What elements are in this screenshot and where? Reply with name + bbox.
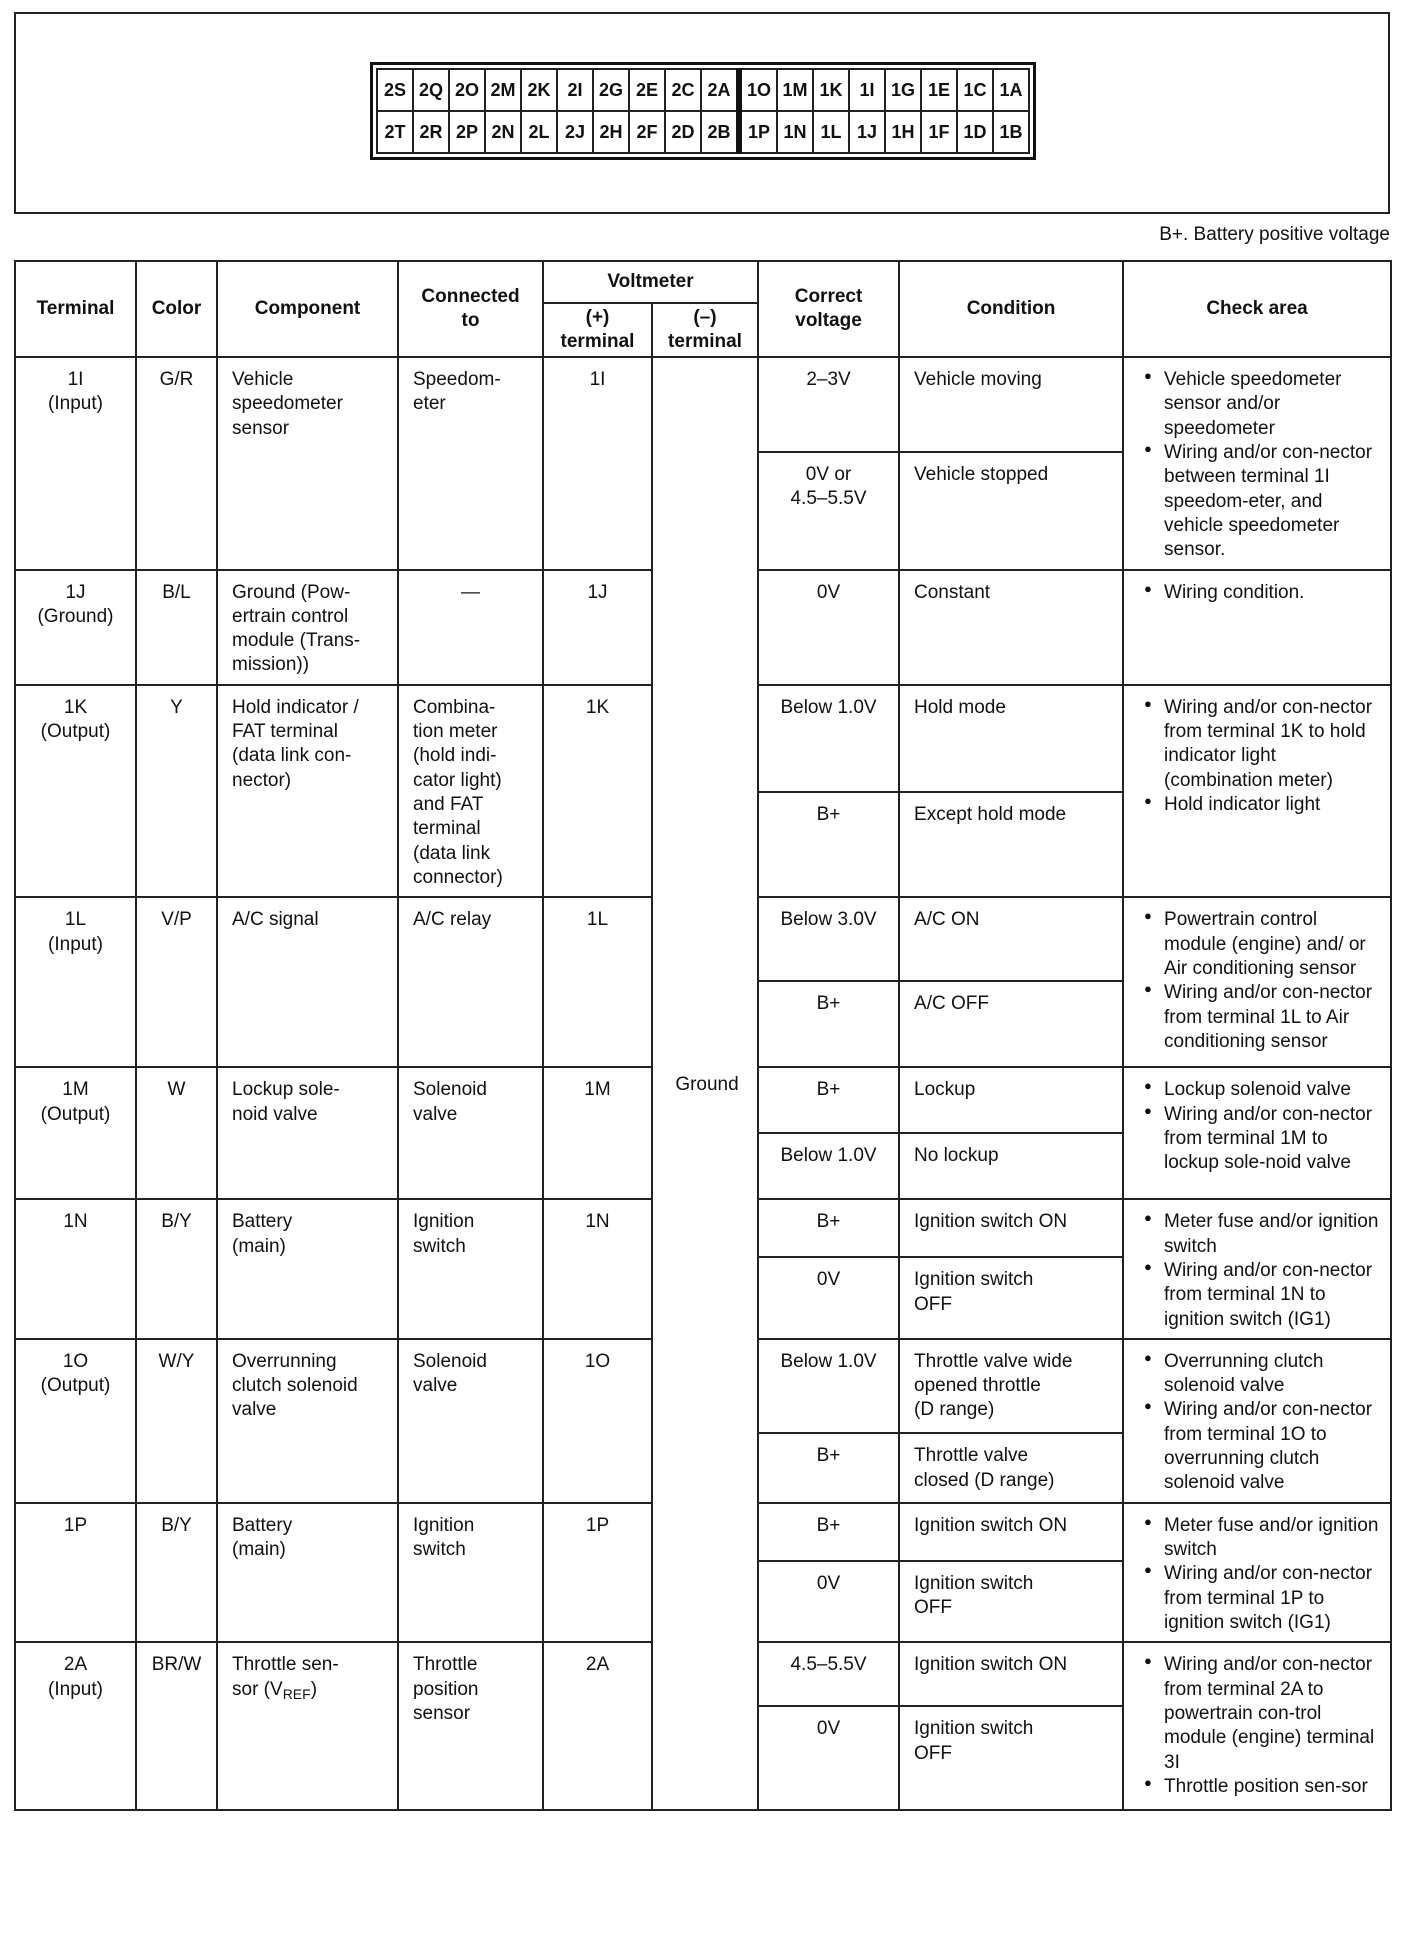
correct-voltage-cell: 0V <box>758 1257 899 1339</box>
header-check-area: Check area <box>1123 261 1391 357</box>
check-area-cell <box>1123 897 1391 1067</box>
connected-to-cell: Speedom- eter <box>398 357 543 570</box>
component-cell: Hold indicator / FAT terminal (data link con- nector) <box>217 685 398 898</box>
condition-cell: Constant <box>899 570 1123 685</box>
connector-pin: 2Q <box>413 69 449 111</box>
connected-to-cell: Ignition switch <box>398 1199 543 1339</box>
component-subscript: REF <box>282 1685 311 1702</box>
terminal-cell: 2A (Input) <box>15 1642 136 1810</box>
condition-cell: Ignition switch ON <box>899 1503 1123 1561</box>
check-area-item: ● Throttle position sen-sor <box>1138 1775 1380 1799</box>
correct-voltage-cell: Below 1.0V <box>758 685 899 793</box>
condition-cell: A/C OFF <box>899 981 1123 1067</box>
condition-cell: Hold mode <box>899 685 1123 793</box>
terminal-cell: 1M (Output) <box>15 1067 136 1199</box>
condition-cell: Vehicle stopped <box>899 452 1123 570</box>
check-area-list <box>1138 581 1380 605</box>
connector-pin: 1L <box>813 111 849 153</box>
check-area-item: ● Wiring and/or con-nector from terminal 1L to Air conditioning sensor <box>1138 981 1380 1054</box>
connector-pin: 2B <box>701 111 739 153</box>
condition-cell: Ignition switch ON <box>899 1199 1123 1257</box>
connector-pin: 1O <box>739 69 777 111</box>
plus-terminal-cell: 2A <box>543 1642 652 1810</box>
check-area-list <box>1138 1514 1380 1636</box>
header-voltmeter: Voltmeter <box>543 261 758 303</box>
connector-pin: 1E <box>921 69 957 111</box>
correct-voltage-cell: 2–3V <box>758 357 899 452</box>
connected-to-cell: — <box>398 570 543 685</box>
connector-pin: 2C <box>665 69 701 111</box>
check-area-list <box>1138 368 1380 563</box>
component-cell: Lockup sole- noid valve <box>217 1067 398 1199</box>
condition-cell: A/C ON <box>899 897 1123 981</box>
check-area-item: ● Wiring and/or con-nector from terminal 1N to ignition switch (IG1) <box>1138 1259 1380 1332</box>
connector-pin: 1F <box>921 111 957 153</box>
condition-cell: Ignition switch OFF <box>899 1257 1123 1339</box>
connector-pin: 2P <box>449 111 485 153</box>
connector-pin: 2J <box>557 111 593 153</box>
connector-pin: 2G <box>593 69 629 111</box>
check-area-item: ● Meter fuse and/or ignition switch <box>1138 1210 1380 1259</box>
color-cell: B/L <box>136 570 217 685</box>
correct-voltage-cell: 0V <box>758 1706 899 1810</box>
plus-terminal-cell: 1N <box>543 1199 652 1339</box>
condition-cell: Lockup <box>899 1067 1123 1133</box>
connector-pin: 2O <box>449 69 485 111</box>
connector-pin: 2T <box>377 111 413 153</box>
component-cell: Overrunning clutch solenoid valve <box>217 1339 398 1503</box>
check-area-item: ● Wiring and/or con-nector from terminal 1P to ignition switch (IG1) <box>1138 1562 1380 1635</box>
connector-pin: 1K <box>813 69 849 111</box>
connector-pin: 2D <box>665 111 701 153</box>
connector-diagram-box <box>14 12 1390 214</box>
correct-voltage-cell: B+ <box>758 1433 899 1502</box>
condition-cell: Ignition switch OFF <box>899 1561 1123 1643</box>
check-area-cell <box>1123 685 1391 898</box>
connector-pin: 1P <box>739 111 777 153</box>
check-area-item: ● Meter fuse and/or ignition switch <box>1138 1514 1380 1563</box>
color-cell: W/Y <box>136 1339 217 1503</box>
connector-diagram <box>370 62 1036 160</box>
terminal-cell: 1O (Output) <box>15 1339 136 1503</box>
correct-voltage-cell: Below 1.0V <box>758 1133 899 1199</box>
check-area-cell <box>1123 570 1391 685</box>
header-plus-terminal: (+) terminal <box>543 303 652 357</box>
connector-pin: 2M <box>485 69 521 111</box>
connector-pin: 1J <box>849 111 885 153</box>
correct-voltage-cell: B+ <box>758 792 899 897</box>
connected-to-cell: Solenoid valve <box>398 1339 543 1503</box>
component-cell: Vehicle speedometer sensor <box>217 357 398 570</box>
terminal-cell: 1I (Input) <box>15 357 136 570</box>
condition-cell: Except hold mode <box>899 792 1123 897</box>
connected-to-cell: Solenoid valve <box>398 1067 543 1199</box>
table-row <box>15 357 1391 452</box>
component-cell: Ground (Pow- ertrain control module (Trans- mission)) <box>217 570 398 685</box>
condition-cell: No lockup <box>899 1133 1123 1199</box>
color-cell: B/Y <box>136 1503 217 1643</box>
correct-voltage-cell: B+ <box>758 981 899 1067</box>
header-terminal: Terminal <box>15 261 136 357</box>
terminal-cell: 1N <box>15 1199 136 1339</box>
connector-pin: 2N <box>485 111 521 153</box>
correct-voltage-cell: 0V or 4.5–5.5V <box>758 452 899 570</box>
component-cell: Throttle sen- sor $(V_{REF})$ <box>217 1642 398 1810</box>
color-cell: BR/W <box>136 1642 217 1810</box>
plus-terminal-cell: 1J <box>543 570 652 685</box>
connector-pin: 1H <box>885 111 921 153</box>
header-condition: Condition <box>899 261 1123 357</box>
component-cell: Battery (main) <box>217 1503 398 1643</box>
header-correct-voltage: Correct voltage <box>758 261 899 357</box>
connector-pin: 2I <box>557 69 593 111</box>
connector-pin: 1M <box>777 69 813 111</box>
header-color: Color <box>136 261 217 357</box>
terminal-cell: 1L (Input) <box>15 897 136 1067</box>
connector-pin: 2E <box>629 69 665 111</box>
terminal-cell: 1K (Output) <box>15 685 136 898</box>
correct-voltage-cell: Below 1.0V <box>758 1339 899 1434</box>
connector-pin: 2L <box>521 111 557 153</box>
check-area-item: ● Vehicle speedometer sensor and/or speedometer <box>1138 368 1380 441</box>
connected-to-cell: Throttle position sensor <box>398 1642 543 1810</box>
color-cell: W <box>136 1067 217 1199</box>
color-cell: Y <box>136 685 217 898</box>
check-area-list <box>1138 1653 1380 1799</box>
connector-pin: 1N <box>777 111 813 153</box>
check-area-cell <box>1123 1339 1391 1503</box>
connector-pin: 2S <box>377 69 413 111</box>
condition-cell: Vehicle moving <box>899 357 1123 452</box>
color-cell: V/P <box>136 897 217 1067</box>
correct-voltage-cell: 4.5–5.5V <box>758 1642 899 1706</box>
connected-to-cell: A/C relay <box>398 897 543 1067</box>
condition-cell: Ignition switch ON <box>899 1642 1123 1706</box>
check-area-cell <box>1123 1199 1391 1339</box>
check-area-item: ● Wiring condition. <box>1138 581 1380 605</box>
connector-pin: 1D <box>957 111 993 153</box>
plus-terminal-cell: 1L <box>543 897 652 1067</box>
check-area-item: ● Overrunning clutch solenoid valve <box>1138 1350 1380 1399</box>
check-area-list <box>1138 1078 1380 1175</box>
connector-pin: 2A <box>701 69 739 111</box>
check-area-cell <box>1123 1503 1391 1643</box>
check-area-item: ● Lockup solenoid valve <box>1138 1078 1380 1102</box>
condition-cell: Ignition switch OFF <box>899 1706 1123 1810</box>
component-cell: Battery (main) <box>217 1199 398 1339</box>
check-area-list <box>1138 1210 1380 1332</box>
connector-pin: 1C <box>957 69 993 111</box>
plus-terminal-cell: 1I <box>543 357 652 570</box>
header-component: Component <box>217 261 398 357</box>
connector-pin: 1I <box>849 69 885 111</box>
connected-to-cell: Combina- tion meter (hold indi- cator light) and FAT terminal (data link connector) <box>398 685 543 898</box>
connector-row-lower <box>377 111 1029 153</box>
correct-voltage-cell: B+ <box>758 1199 899 1257</box>
header-connected-to: Connected to <box>398 261 543 357</box>
minus-terminal-ground-cell: Ground <box>652 357 758 1810</box>
check-area-list <box>1138 696 1380 818</box>
plus-terminal-cell: 1K <box>543 685 652 898</box>
color-cell: B/Y <box>136 1199 217 1339</box>
plus-terminal-cell: 1P <box>543 1503 652 1643</box>
battery-note: B+. Battery positive voltage <box>1159 224 1390 245</box>
check-area-item: ● Hold indicator light <box>1138 793 1380 817</box>
check-area-item: ● Wiring and/or con-nector between terminal 1I speedom-eter, and vehicle speedometer sensor. <box>1138 441 1380 563</box>
correct-voltage-cell: 0V <box>758 1561 899 1643</box>
color-cell: G/R <box>136 357 217 570</box>
header-minus-terminal: (–) terminal <box>652 303 758 357</box>
check-area-item: ● Wiring and/or con-nector from terminal 1K to hold indicator light (combination meter) <box>1138 696 1380 793</box>
connector-pin: 2K <box>521 69 557 111</box>
plus-terminal-cell: 1M <box>543 1067 652 1199</box>
connector-pin: 1B <box>993 111 1029 153</box>
correct-voltage-cell: Below 3.0V <box>758 897 899 981</box>
check-area-item: ● Wiring and/or con-nector from terminal 1O to overrunning clutch solenoid valve <box>1138 1398 1380 1495</box>
check-area-item: ● Wiring and/or con-nector from terminal 2A to powertrain con-trol module (engine) terminal 3I <box>1138 1653 1380 1775</box>
check-area-item: ● Powertrain control module (engine) and/ or Air conditioning sensor <box>1138 908 1380 981</box>
correct-voltage-cell: B+ <box>758 1067 899 1133</box>
check-area-item: ● Wiring and/or con-nector from terminal 1M to lockup sole-noid valve <box>1138 1103 1380 1176</box>
connector-pin: 2R <box>413 111 449 153</box>
check-area-cell <box>1123 1067 1391 1199</box>
terminal-cell: 1J (Ground) <box>15 570 136 685</box>
connector-row-upper <box>377 69 1029 111</box>
check-area-list <box>1138 1350 1380 1496</box>
terminal-cell: 1P <box>15 1503 136 1643</box>
connector-pin: 2F <box>629 111 665 153</box>
condition-cell: Throttle valve wide opened throttle (D range) <box>899 1339 1123 1434</box>
check-area-list <box>1138 908 1380 1054</box>
connector-pin: 2H <box>593 111 629 153</box>
connector-pin: 1G <box>885 69 921 111</box>
check-area-cell <box>1123 1642 1391 1810</box>
connected-to-cell: Ignition switch <box>398 1503 543 1643</box>
component-cell: A/C signal <box>217 897 398 1067</box>
connector-pin: 1A <box>993 69 1029 111</box>
plus-terminal-cell: 1O <box>543 1339 652 1503</box>
terminal-spec-table <box>14 260 1392 1811</box>
correct-voltage-cell: 0V <box>758 570 899 685</box>
check-area-cell <box>1123 357 1391 570</box>
correct-voltage-cell: B+ <box>758 1503 899 1561</box>
condition-cell: Throttle valve closed (D range) <box>899 1433 1123 1502</box>
